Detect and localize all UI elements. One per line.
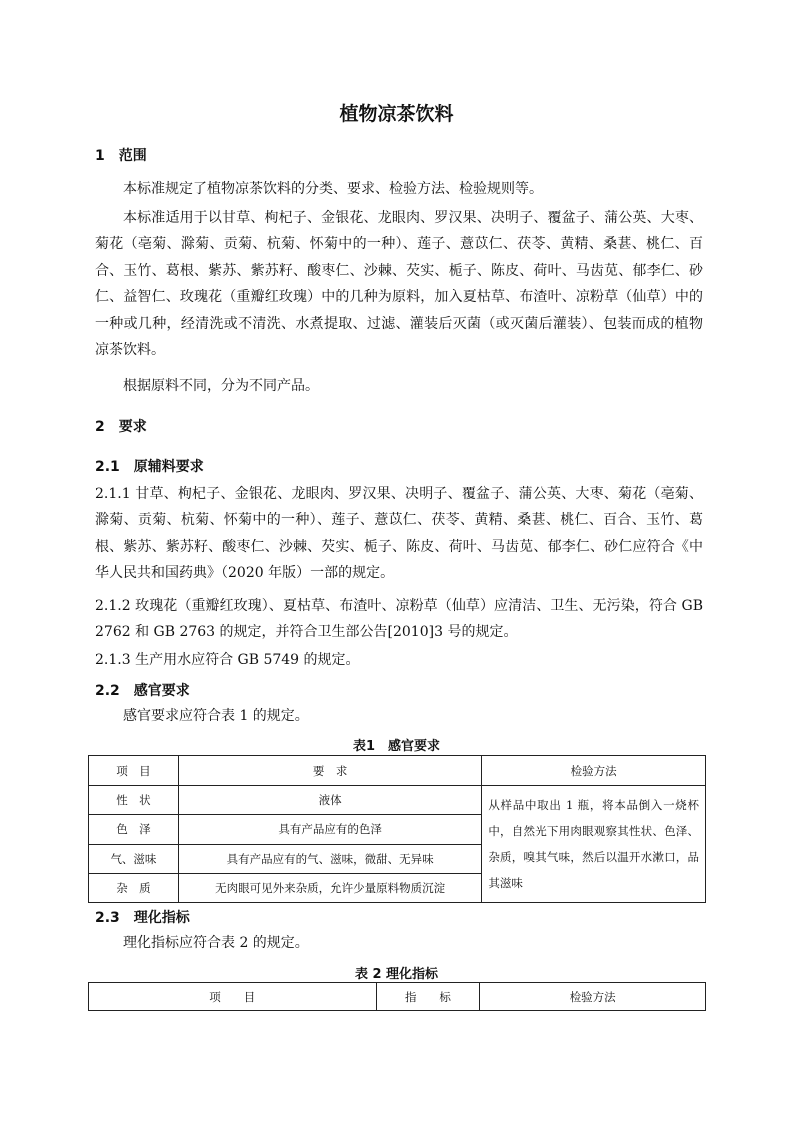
physicochemical-intro: 理化指标应符合表 2 的规定。 xyxy=(123,935,309,951)
row-item: 色 泽 xyxy=(89,815,179,844)
header-item: 项 目 xyxy=(89,983,377,1011)
table-1-caption: 表1 感官要求 xyxy=(352,739,441,754)
row-requirement: 具有产品应有的气、滋味，微甜、无异味 xyxy=(178,844,481,873)
row-item: 气、滋味 xyxy=(89,844,179,873)
section-2-1-heading: 2.1 原辅料要求 xyxy=(95,459,204,475)
scope-paragraph-1: 本标准规定了植物凉茶饮料的分类、要求、检验方法、检验规则等。 xyxy=(123,181,543,197)
header-method: 检验方法 xyxy=(482,756,706,786)
row-requirement: 具有产品应有的色泽 xyxy=(178,815,481,844)
header-method: 检验方法 xyxy=(480,983,706,1011)
section-2-2-heading: 2.2 感官要求 xyxy=(95,683,190,699)
sensory-table xyxy=(88,755,706,903)
row-requirement: 液体 xyxy=(178,786,481,815)
table-2-caption: 表 2 理化指标 xyxy=(354,967,439,982)
scope-paragraph-2: 本标准适用于以甘草、枸杞子、金银花、龙眼肉、罗汉果、决明子、覆盆子、蒲公英、大枣、菊花（亳菊、滁菊、贡菊、杭菊、怀菊中的一种）、莲子、薏苡仁、茯苓、黄精、桑葚、桃仁、百合、玉竹、葛根、紫苏、紫苏籽、酸枣仁、沙棘、芡实、栀子、陈皮、荷叶、马齿苋、郁李仁、砂仁、益智仁、玫瑰花（重瓣红玫瑰）中的几种为原料，加入夏枯草、布渣叶、凉粉草（仙草）中的一种或几种，经清洗或不清洗、水煮提取、过滤、灌装后灭菌（或灭菌后灌装）、包装而成的植物凉茶饮料。 xyxy=(95,210,703,359)
section-2-heading: 2 要求 xyxy=(95,419,147,435)
table-header-row xyxy=(89,756,706,786)
scope-paragraph-3: 根据原料不同，分为不同产品。 xyxy=(123,378,319,394)
clause-2-1-1: 2.1.1 甘草、枸杞子、金银花、龙眼肉、罗汉果、决明子、覆盆子、蒲公英、大枣、菊花（亳菊、滁菊、贡菊、杭菊、怀菊中的一种）、莲子、薏苡仁、茯苓、黄精、桑葚、桃仁、百合、玉竹、葛根、紫苏、紫苏籽、酸枣仁、沙棘、芡实、栀子、陈皮、荷叶、马齿苋、郁李仁、砂仁应符合《中华人民共和国药典》（2020 年版）一部的规定。 xyxy=(95,486,703,582)
row-item: 杂 质 xyxy=(89,873,179,902)
document-title: 植物凉茶饮料 xyxy=(339,103,454,125)
inspection-method-cell: 从样品中取出 1 瓶，将本品倒入一烧杯中，自然光下用肉眼观察其性状、色泽、杂质，嗅其气味，然后以温开水漱口，品其滋味 xyxy=(482,786,706,903)
section-2-3-heading: 2.3 理化指标 xyxy=(95,910,190,926)
section-1-heading: 1 范围 xyxy=(95,148,147,164)
header-item: 项 目 xyxy=(89,756,179,786)
clause-2-1-2: 2.1.2 玫瑰花（重瓣红玫瑰）、夏枯草、布渣叶、凉粉草（仙草）应清洁、卫生、无污染，符合 GB 2762 和 GB 2763 的规定，并符合卫生部公告[2010]3 号的规定。 xyxy=(95,598,703,641)
table-row xyxy=(89,786,706,815)
header-index: 指 标 xyxy=(376,983,480,1011)
row-requirement: 无肉眼可见外来杂质，允许少量原料物质沉淀 xyxy=(178,873,481,902)
row-item: 性 状 xyxy=(89,786,179,815)
table-header-row xyxy=(89,983,706,1011)
clause-2-1-3: 2.1.3 生产用水应符合 GB 5749 的规定。 xyxy=(95,652,360,668)
header-requirement: 要 求 xyxy=(178,756,481,786)
physicochemical-table xyxy=(88,982,706,1011)
sensory-intro: 感官要求应符合表 1 的规定。 xyxy=(123,708,309,724)
